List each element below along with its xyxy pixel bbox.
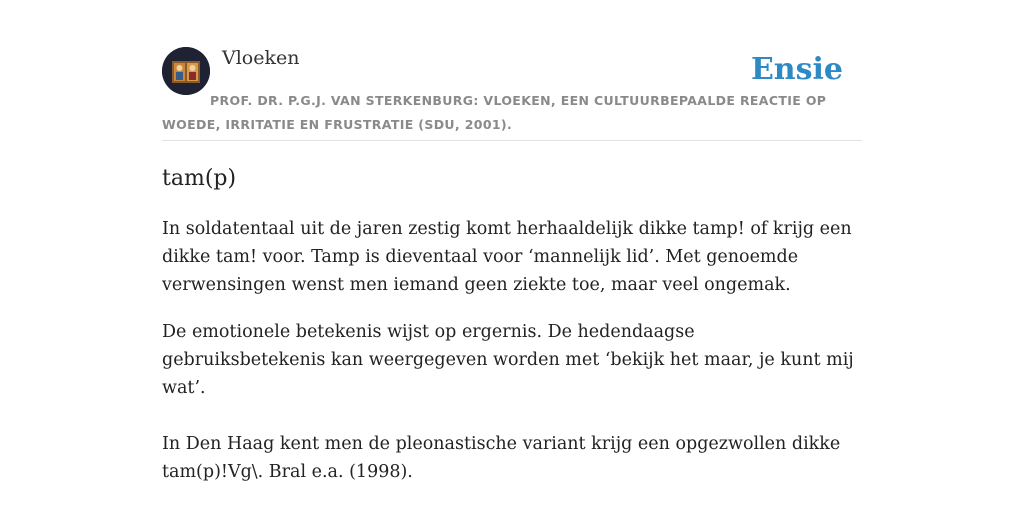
book-cover-icon[interactable] [162,47,210,95]
source-citation: PROF. DR. P.G.J. VAN STERKENBURG: VLOEKEN, EEN CULTUURBEPAALDE REACTIE OP WOEDE, IRRITATIE EN FRUSTRATIE (SDU, 2001). [162,93,827,132]
entry-title: tam(p) [162,166,237,191]
entry-paragraph-3: In Den Haag kent men de pleonastische variant krijg een opgezwollen dikke tam(p)!Vg\. Bral e.a. (1998). [162,434,841,482]
book-title[interactable]: Vloeken [222,47,300,69]
brand-logo[interactable]: Ensie [750,52,843,87]
entry-paragraph-2: De emotionele betekenis wijst op ergernis. De hedendaagse gebruiksbetekenis kan weergegeven worden met ‘bekijk het maar, je kunt mij wat’. [162,322,854,398]
entry-paragraph-1: In soldatentaal uit de jaren zestig komt herhaaldelijk dikke tamp! of krijg een dikke tam! voor. Tamp is dieventaal voor ‘mannelijk lid’. Met genoemde verwensingen wenst men iemand geen ziekte toe, maar veel ongemak. [162,219,852,295]
header [162,46,862,141]
entry-content [162,162,862,486]
